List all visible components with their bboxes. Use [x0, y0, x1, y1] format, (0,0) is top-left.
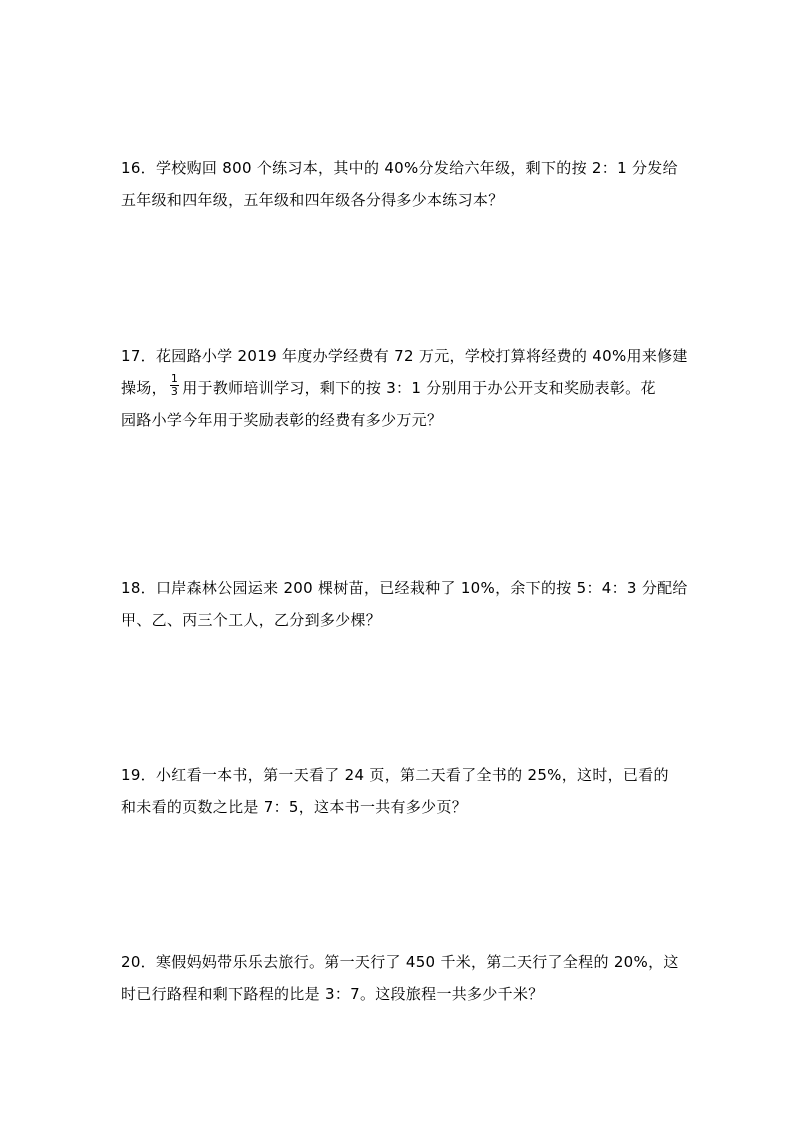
problem-18-line-2: 甲、乙、丙三个工人，乙分到多少棵？	[121, 611, 382, 629]
problem-16	[121, 152, 681, 216]
problem-18	[121, 572, 688, 636]
fraction-numerator: 1	[170, 372, 179, 385]
problem-19-line-1: 19．小红看一本书，第一天看了 24 页，第二天看了全书的 25%，这时，已看的	[121, 766, 669, 784]
problem-19-line-2: 和未看的页数之比是 7：5，这本书一共有多少页？	[121, 798, 468, 816]
problem-16-line-1: 16．学校购回 800 个练习本，其中的 40%分发给六年级，剩下的按 2：1 分发给	[121, 159, 678, 177]
problem-20-line-2: 时已行路程和剩下路程的比是 3：7。这段旅程一共多少千米？	[121, 985, 544, 1003]
problem-17-line-2-end: 用于教师培训学习，剩下的按 3：1 分别用于办公开支和奖励表彰。花	[182, 379, 656, 397]
problem-16-line-2: 五年级和四年级，五年级和四年级各分得多少本练习本？	[121, 191, 504, 209]
problem-20-line-1: 20．寒假妈妈带乐乐去旅行。第一天行了 450 千米，第二天行了全程的 20%，这	[121, 953, 679, 971]
problem-19	[121, 759, 681, 823]
problem-17-line-1: 17．花园路小学 2019 年度办学经费有 72 万元，学校打算将经费的 40%用来修建	[121, 347, 688, 365]
problem-17-line-2	[121, 372, 681, 404]
fraction-one-third	[170, 373, 179, 398]
fraction-denominator: 3	[170, 385, 179, 398]
problem-17	[121, 340, 688, 436]
problem-20	[121, 946, 681, 1010]
problem-18-line-1: 18．口岸森林公园运来 200 棵树苗，已经栽种了 10%，余下的按 5：4：3 分配给	[121, 579, 688, 597]
problem-17-line-3: 园路小学今年用于奖励表彰的经费有多少万元？	[121, 411, 443, 429]
problem-17-line-2-start: 操场，	[121, 379, 167, 397]
